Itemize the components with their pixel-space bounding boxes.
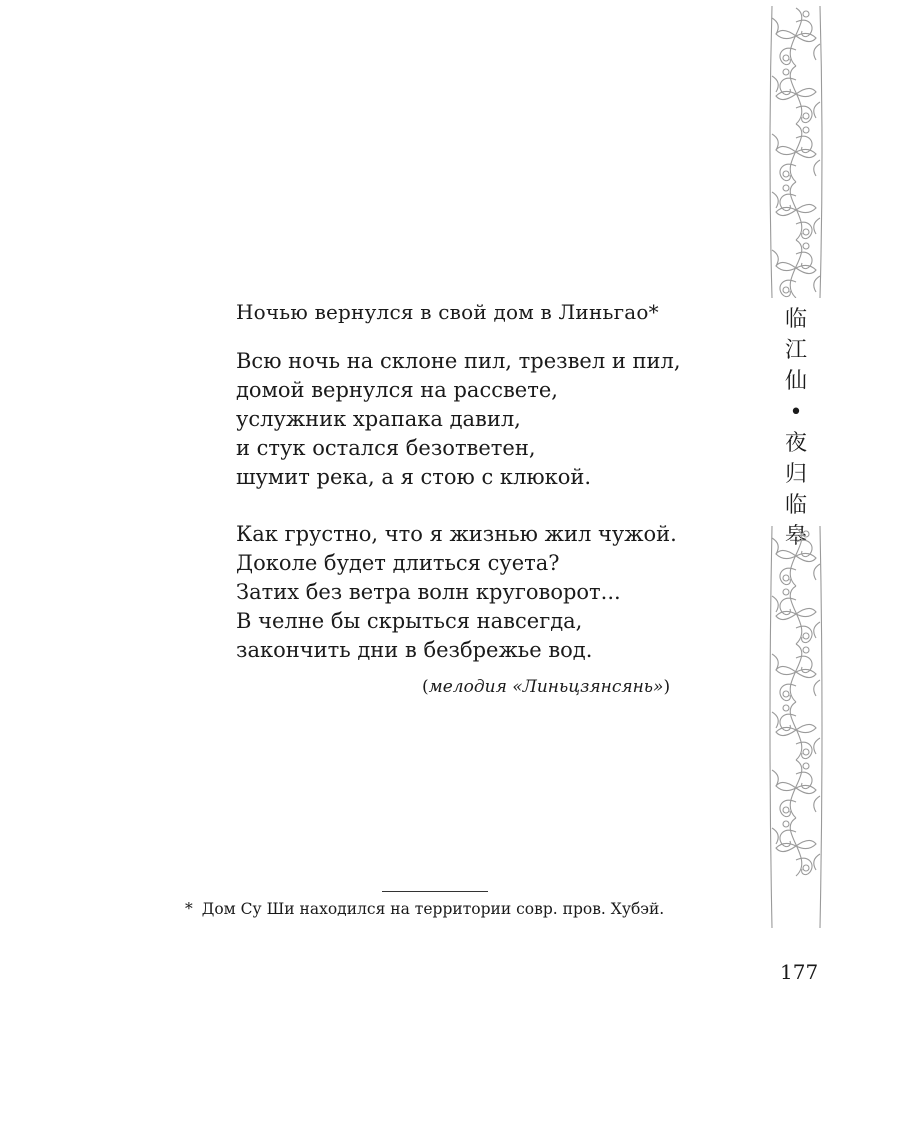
- stanza-1: [236, 347, 681, 492]
- ornament-bottom-svg: [766, 526, 826, 928]
- chinese-title-char: 江: [784, 338, 807, 363]
- melody-name: мелодия «Линьцзянсянь»: [428, 677, 664, 697]
- poem-line: услужник храпака давил,: [236, 407, 521, 431]
- stanza-2: [236, 520, 677, 665]
- footnote: [185, 900, 664, 918]
- melody-attribution: [422, 677, 670, 697]
- chinese-title-char: 皋: [784, 524, 807, 549]
- chinese-title-char: 临: [784, 493, 807, 518]
- poem-line: Как грустно, что я жизнью жил чужой.: [236, 522, 677, 546]
- poem-line: домой вернулся на рассвете,: [236, 378, 558, 402]
- chinese-title-char: 归: [784, 462, 807, 487]
- poem-line: закончить дни в безбрежье вод.: [236, 638, 593, 662]
- poem-title: Ночью вернулся в свой дом в Линьгао*: [236, 300, 659, 324]
- page-number: 177: [780, 960, 819, 984]
- footnote-text: Дом Су Ши находился на территории совр. пров. Хубэй.: [201, 900, 665, 918]
- poem-line: шумит река, а я стою с клюкой.: [236, 465, 592, 489]
- chinese-title: [776, 304, 816, 552]
- floral-scroll-border-icon: [766, 526, 826, 928]
- poem-line: Затих без ветра волн круговорот...: [236, 580, 621, 604]
- poem-line: Доколе будет длиться суета?: [236, 551, 560, 575]
- poem-line: В челне бы скрыться навсегда,: [236, 609, 583, 633]
- chinese-title-char: 夜: [784, 431, 807, 456]
- attribution-close-paren: ): [663, 677, 671, 697]
- attribution-open-paren: (: [422, 677, 429, 697]
- footnote-rule: [382, 891, 488, 892]
- footnote-mark: *: [185, 900, 193, 918]
- poem-line: и стук остался безответен,: [236, 436, 536, 460]
- poem-line: Всю ночь на склоне пил, трезвел и пил,: [236, 349, 681, 373]
- floral-scroll-border-icon: [766, 6, 826, 298]
- chinese-title-char: •: [789, 400, 803, 425]
- chinese-title-char: 临: [784, 307, 807, 332]
- ornament-top-svg: [766, 6, 826, 298]
- chinese-title-char: 仙: [784, 369, 807, 394]
